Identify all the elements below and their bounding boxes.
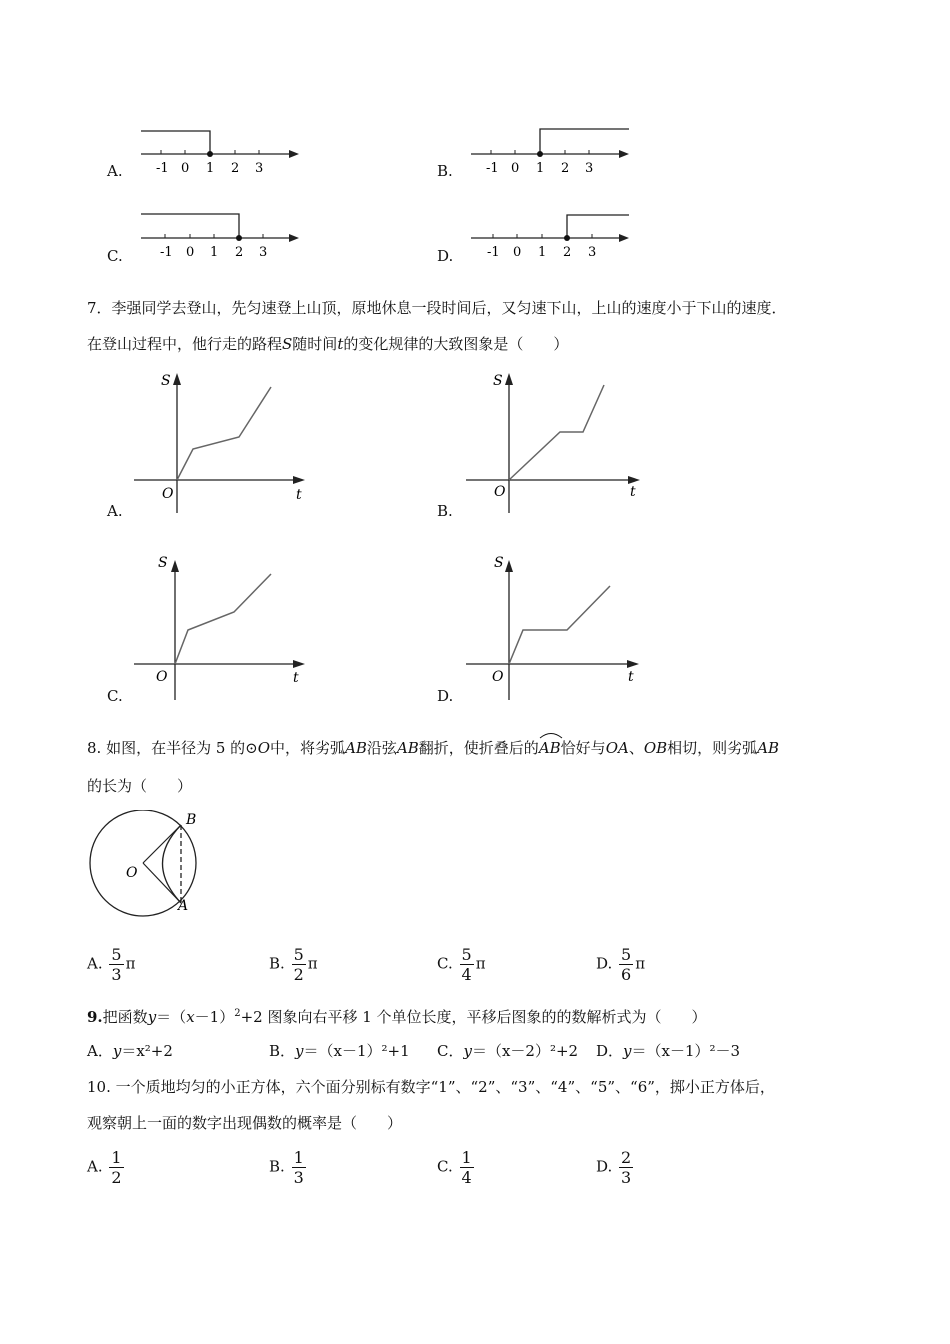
- tick-label: 1: [206, 161, 215, 176]
- tick-label: 3: [259, 245, 268, 260]
- q8-circle-figure: [85, 810, 210, 920]
- q10-option-b: B. $\frac{1}{3}$: [269, 1148, 304, 1187]
- q7-graph-d: [462, 550, 652, 700]
- origin-label: O: [162, 486, 174, 502]
- option-label: A.: [107, 502, 123, 520]
- arrow: [289, 150, 299, 158]
- tick-label: 2: [563, 245, 572, 260]
- tick-label: 2: [231, 161, 240, 176]
- q8-option-c: C. $\frac{5}{4}$ π: [437, 945, 486, 984]
- option-label: A.: [107, 162, 123, 180]
- origin-label: O: [156, 669, 168, 685]
- option-label: C.: [107, 247, 123, 265]
- point: [207, 151, 213, 157]
- q8-stem-line2: 的长为（ ）: [87, 777, 193, 795]
- tick-label: 0: [186, 245, 195, 260]
- q10-option-c: C. $\frac{1}{4}$: [437, 1148, 472, 1187]
- point: [537, 151, 543, 157]
- q9-option-c: C．y＝（x－2）²+2: [437, 1042, 579, 1060]
- arrow: [619, 150, 629, 158]
- q7-graph-c: [130, 550, 320, 700]
- option-label: B.: [437, 502, 453, 520]
- option-label: D.: [437, 247, 454, 265]
- ray: [141, 131, 210, 154]
- number-line-figure: [135, 208, 305, 263]
- q8-option-a: A. $\frac{5}{3}$ π: [87, 945, 136, 984]
- point-label-a: A: [178, 898, 189, 914]
- axis-label-x: t: [293, 670, 299, 686]
- axis-label-y: S: [158, 555, 168, 571]
- q9-option-d: D．y＝（x－1）²－3: [596, 1042, 741, 1060]
- option-label: B.: [437, 162, 453, 180]
- q9-option-a: A．y＝x²+2: [87, 1042, 173, 1060]
- option-label: C.: [107, 687, 123, 705]
- number-line-figure: [135, 125, 305, 180]
- tick-label: 3: [255, 161, 264, 176]
- point: [564, 235, 570, 241]
- q7-graph-a: [130, 365, 320, 515]
- tick-label: 2: [235, 245, 244, 260]
- arrow: [289, 234, 299, 242]
- axis-label-y: S: [493, 373, 503, 389]
- axis-label-x: t: [628, 669, 634, 685]
- number-line-figure: [465, 208, 635, 263]
- option-label: D.: [437, 687, 454, 705]
- q10-option-d: D. $\frac{2}{3}$: [596, 1148, 632, 1187]
- q8-stem-line1: 8. 如图，在半径为 5 的⊙O中，将劣弧AB沿弦AB翻折，使折叠后的 AB恰好与OA、OB相切，则劣弧AB: [87, 738, 779, 758]
- q8-option-d: D. $\frac{5}{6}$ π: [596, 945, 646, 984]
- tick-label: -1: [156, 161, 169, 176]
- q9-stem: 9.把函数$y=(x-1)^2+2$ 图象向右平移 1 个单位长度，平移后图象的的数解析式为（ ）: [87, 1008, 707, 1026]
- axis-label-x: t: [296, 487, 302, 503]
- tick-label: 1: [210, 245, 219, 260]
- point: [236, 235, 242, 241]
- ray: [540, 129, 629, 154]
- arc-ab: AB: [539, 738, 561, 758]
- tick-label: 0: [513, 245, 522, 260]
- path-line: [177, 387, 271, 480]
- q7-stem-line2: 在登山过程中，他行走的路程S随时间t的变化规律的大致图象是（ ）: [87, 335, 569, 353]
- tick-label: 0: [181, 161, 190, 176]
- q10-stem-line2: 观察朝上一面的数字出现偶数的概率是（ ）: [87, 1114, 403, 1132]
- q10-option-a: A. $\frac{1}{2}$: [87, 1148, 122, 1187]
- q7-stem-line1: 7．李强同学去登山，先匀速登上山顶，原地休息一段时间后，又匀速下山，上山的速度小于下山的速度．: [87, 299, 787, 317]
- tick-label: 0: [511, 161, 520, 176]
- point-label-o: O: [126, 865, 138, 881]
- tick-label: -1: [160, 245, 173, 260]
- point-label-b: B: [186, 812, 197, 828]
- q7-graph-b: [462, 365, 652, 515]
- axis-label-y: S: [161, 373, 171, 389]
- arrow: [619, 234, 629, 242]
- path-line: [509, 385, 604, 480]
- tick-label: 3: [585, 161, 594, 176]
- q10-stem-line1: 10. 一个质地均匀的小正方体，六个面分别标有数字“1”、“2”、“3”、“4”、“5”、“6”，掷小正方体后，: [87, 1078, 775, 1096]
- origin-label: O: [492, 669, 504, 685]
- path-line: [509, 586, 610, 664]
- q9-option-b: B．y＝（x－1）²+1: [269, 1042, 410, 1060]
- tick-label: 3: [588, 245, 597, 260]
- tick-label: 2: [561, 161, 570, 176]
- number-line-figure: [465, 125, 635, 180]
- axis-label-y: S: [494, 555, 504, 571]
- q8-option-b: B. $\frac{5}{2}$ π: [269, 945, 318, 984]
- tick-label: -1: [487, 245, 500, 260]
- path-line: [175, 574, 271, 664]
- tick-label: 1: [538, 245, 547, 260]
- axis-label-x: t: [630, 484, 636, 500]
- tick-label: -1: [486, 161, 499, 176]
- origin-label: O: [494, 484, 506, 500]
- tick-label: 1: [536, 161, 545, 176]
